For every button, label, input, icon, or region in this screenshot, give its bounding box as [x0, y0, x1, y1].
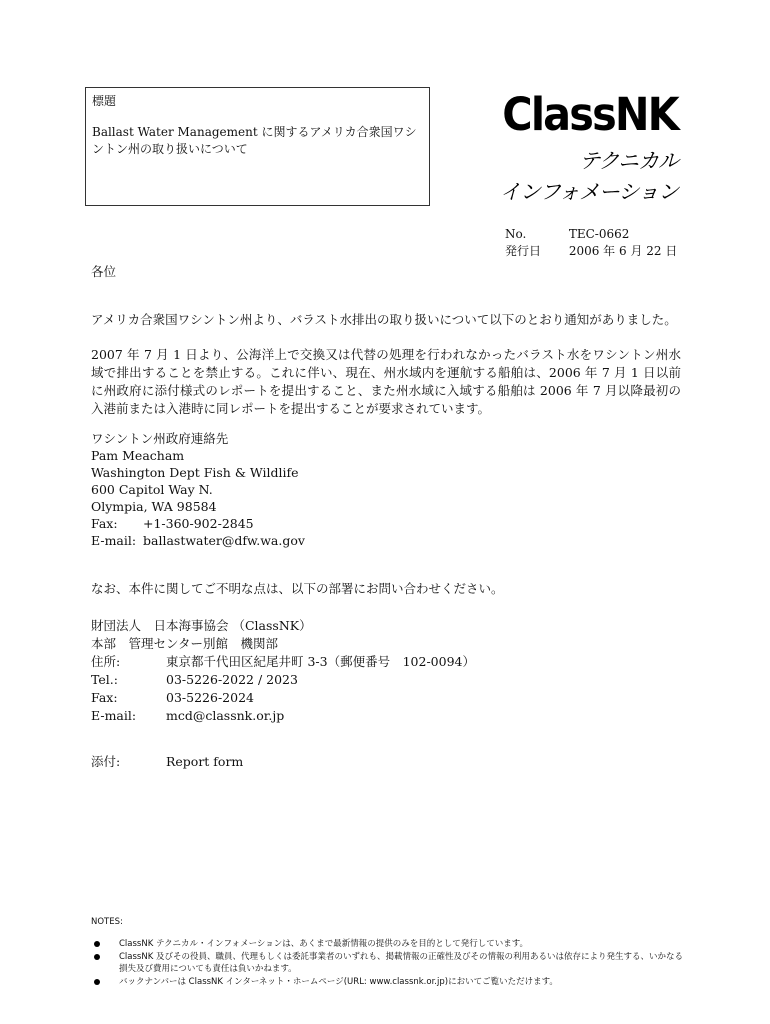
contact-heading: ワシントン州政府連絡先: [91, 431, 229, 446]
document-title: Ballast Water Management に関するアメリカ合衆国ワシントン州の取り扱いについて: [92, 125, 417, 156]
org-address: 東京都千代田区紀尾井町 3-3（郵便番号 102-0094）: [166, 654, 475, 669]
org-tel: 03-5226-2022 / 2023: [166, 672, 298, 687]
attachment-value: Report form: [166, 754, 244, 769]
contact-fax-row: [91, 515, 681, 532]
org-tel-label: Tel.:: [91, 672, 118, 687]
org-tel-row: [91, 671, 681, 689]
logo-tagline-technical: テクニカル: [579, 149, 678, 173]
issue-date-label: 発行日: [505, 244, 542, 258]
notes-list: [91, 938, 691, 988]
org-address-row: [91, 653, 681, 671]
org-fax-row: [91, 689, 681, 707]
org-department: 本部 管理センター別館 機関部: [91, 636, 279, 651]
issue-date: 2006 年 6 月 22 日: [568, 244, 678, 258]
intro-paragraph: アメリカ合衆国ワシントン州より、バラスト水排出の取り扱いについて以下のとおり通知がありました。: [91, 312, 677, 327]
salutation: 各位: [91, 264, 117, 279]
org-fax-label: Fax:: [91, 690, 118, 705]
attachment-label: 添付:: [91, 754, 121, 769]
title-label: 標題: [92, 94, 117, 108]
logo-tagline-information: インフォメーション: [499, 180, 678, 204]
notes-heading: NOTES:: [91, 917, 123, 927]
classnk-contact-block: [91, 617, 681, 725]
title-box: [85, 87, 430, 206]
note-item: ClassNK テクニカル・インフォメーションは、あくまで最新情報の提供のみを目的として発行しています。: [91, 938, 691, 950]
notes-section: [91, 916, 691, 989]
org-address-label: 住所:: [91, 654, 121, 669]
org-email-row: [91, 707, 681, 725]
org-email[interactable]: mcd@classnk.or.jp: [166, 708, 285, 723]
contact-email-row: [91, 532, 681, 549]
contact-email-label: E-mail:: [91, 533, 137, 548]
contact-fax-label: Fax:: [91, 516, 118, 531]
document-number-label: No.: [505, 227, 527, 241]
attachment-row: [91, 753, 681, 771]
issue-date-row: [505, 242, 677, 260]
note-item: バックナンバーは ClassNK インターネット・ホームページ(URL: www.classnk.or.jp)においてご覧いただけます。: [91, 976, 691, 988]
org-name: 財団法人 日本海事協会 （ClassNK）: [91, 618, 312, 633]
contact-street: 600 Capitol Way N.: [91, 482, 213, 497]
state-contact-block: [91, 430, 681, 549]
contact-fax: +1-360-902-2845: [143, 516, 254, 531]
contact-city: Olympia, WA 98584: [91, 499, 217, 514]
contact-organization: Washington Dept Fish & Wildlife: [91, 465, 299, 480]
org-email-label: E-mail:: [91, 708, 137, 723]
regulation-paragraph: 2007 年 7 月 1 日より、公海洋上で交換又は代替の処理を行われなかったバラスト水をワシントン州水域で排出することを禁止する。これに伴い、現在、州水域内を運航する船舶は、2006 年 7 月 1 日以前に州政府に添付様式のレポートを提出すること、また州水域に入域する船舶は 2006 年 7 月以降最初の入港前または入港時に同レポートを提出することが要求されています。: [91, 347, 681, 416]
contact-email[interactable]: ballastwater@dfw.wa.gov: [143, 533, 305, 548]
inquiry-paragraph: なお、本件に関してご不明な点は、以下の部署にお問い合わせください。: [91, 581, 504, 596]
org-fax: 03-5226-2024: [166, 690, 254, 705]
document-number: TEC-0662: [568, 227, 630, 241]
contact-name: Pam Meacham: [91, 448, 185, 463]
classnk-logo: ClassNK: [502, 88, 678, 141]
note-item: ClassNK 及びその役員、職員、代理もしくは委託事業者のいずれも、掲載情報の正確性及びその情報の利用あるいは依存により発生する、いかなる損失及び費用についても責任は負いかねます。: [91, 951, 691, 975]
document-number-row: [505, 225, 629, 243]
